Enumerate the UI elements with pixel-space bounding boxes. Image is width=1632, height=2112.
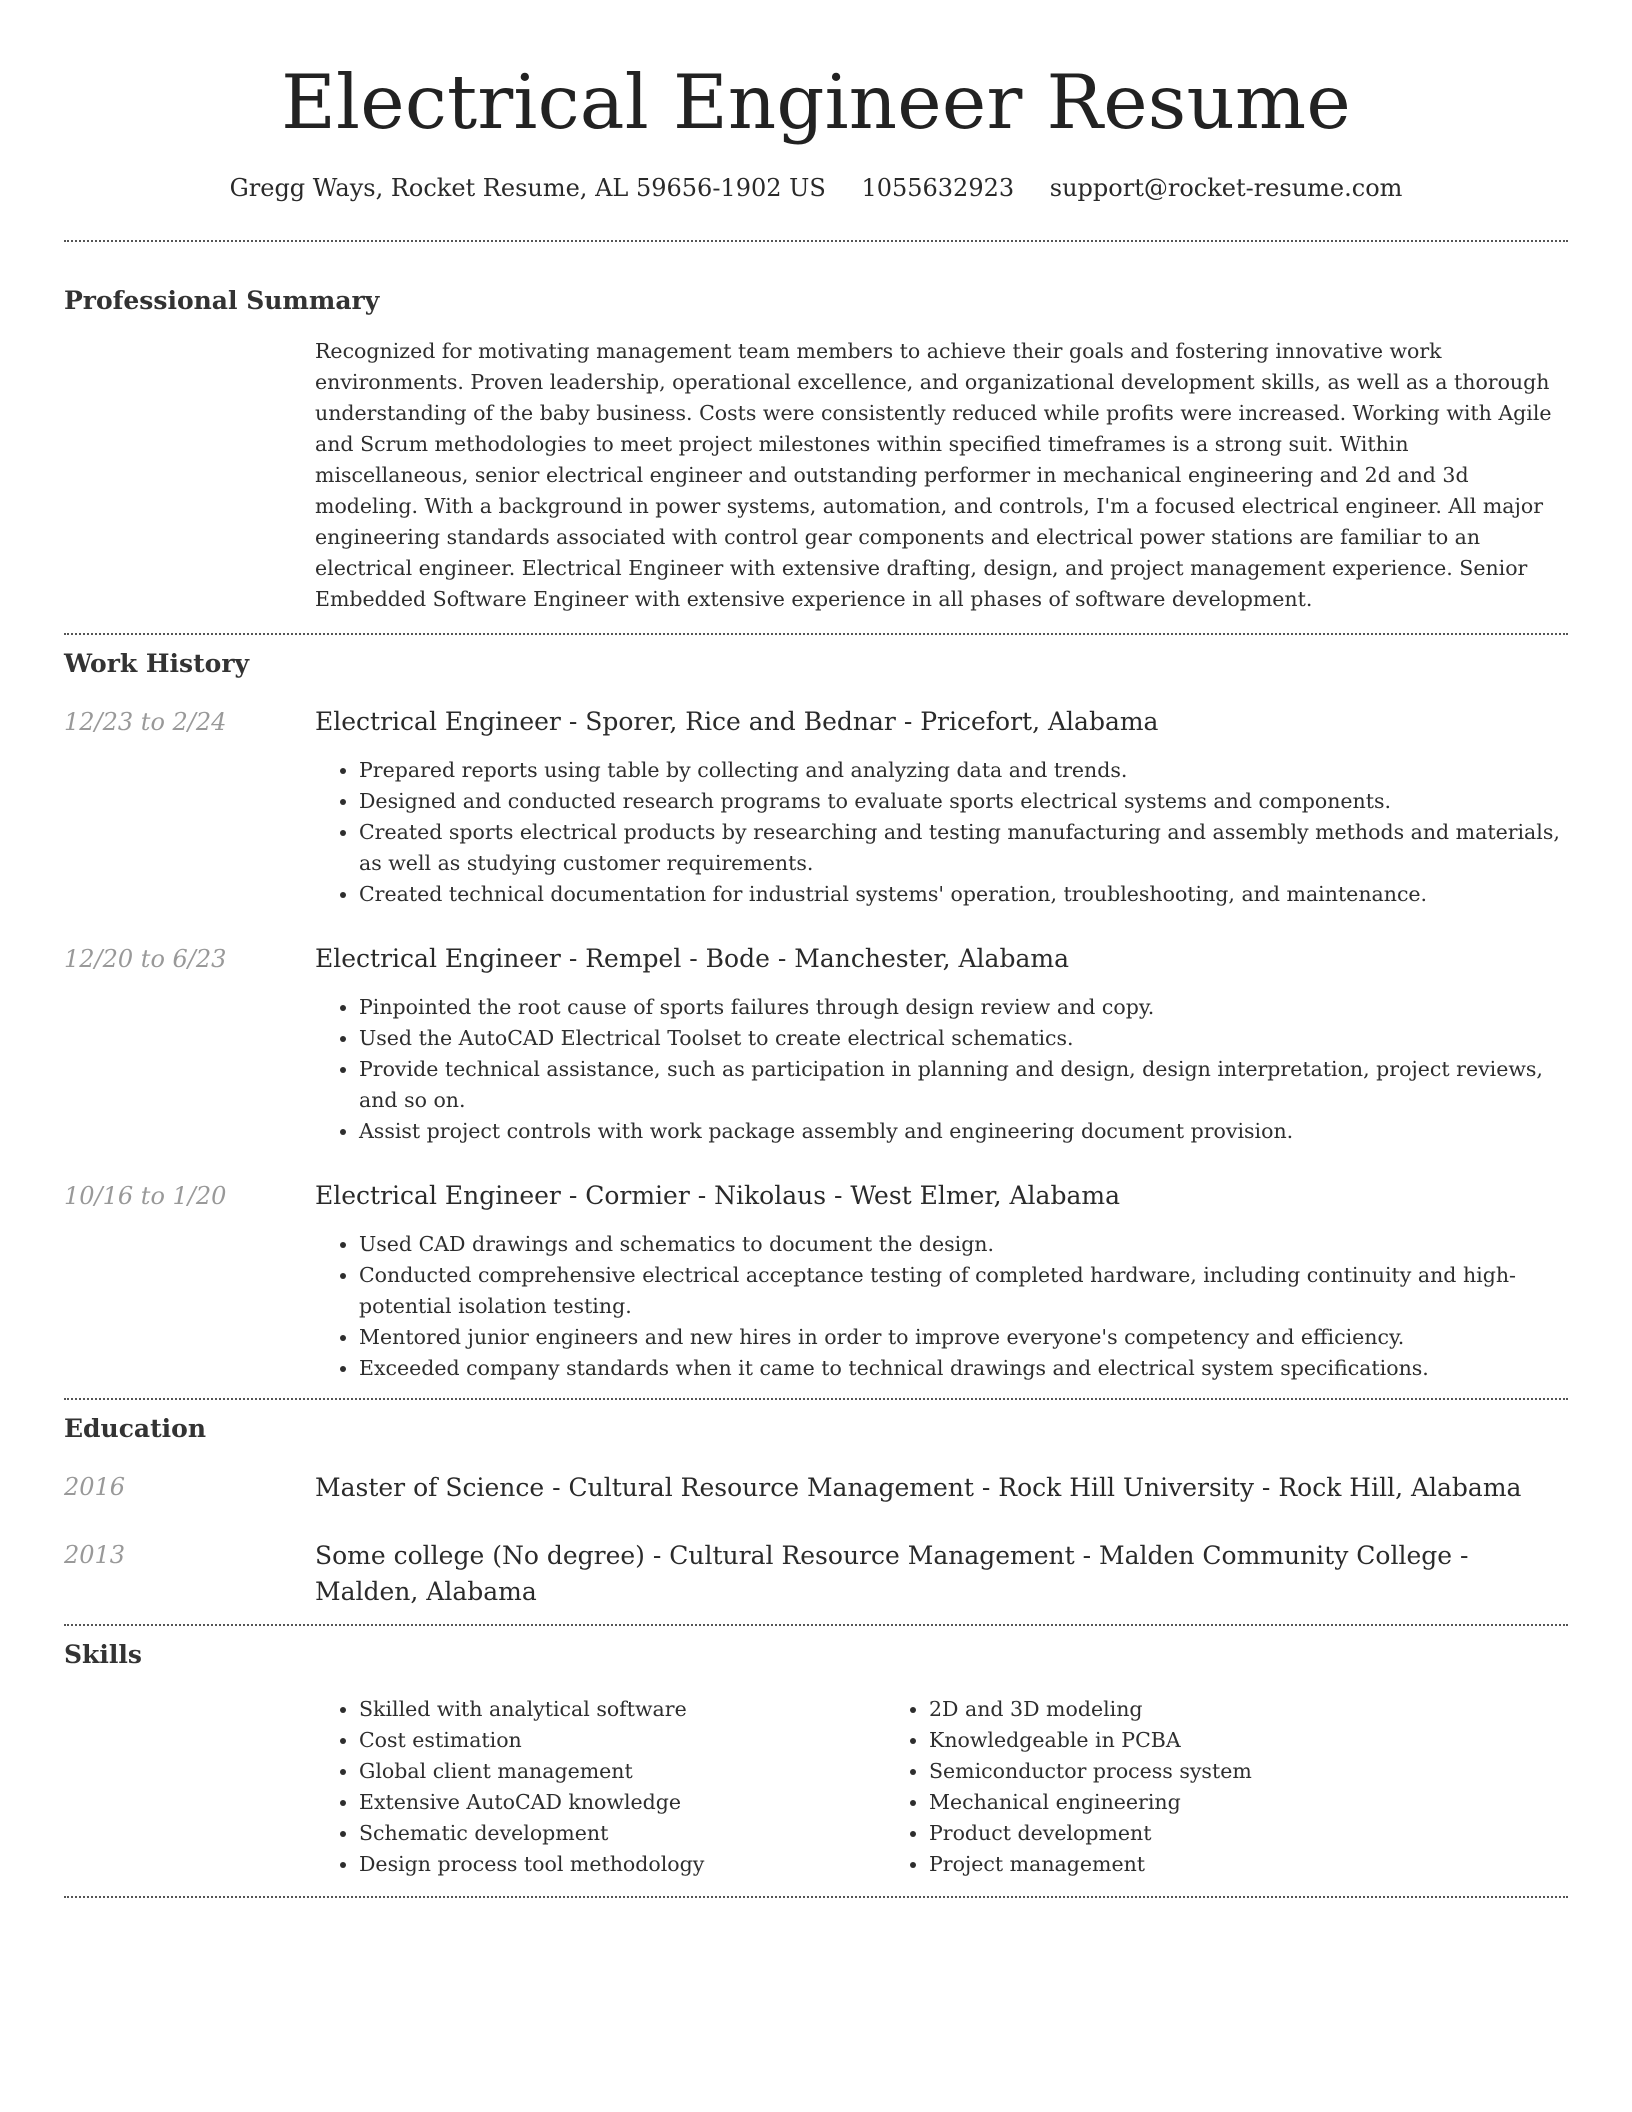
- list-item: • Knowledgeable in PCBA: [929, 1725, 1455, 1756]
- job-dates: 12/23 to 2/24: [64, 708, 227, 736]
- list-item: • Schematic development: [359, 1818, 885, 1849]
- list-item: • Design process tool methodology: [359, 1849, 885, 1880]
- list-item: • Prepared reports using table by collecting and analyzing data and trends.: [359, 755, 1568, 786]
- contact-address: Gregg Ways, Rocket Resume, AL 59656-1902 US: [229, 174, 826, 202]
- education-degree: Master of Science - Cultural Resource Management: [315, 1473, 974, 1502]
- work-heading: Work History: [64, 649, 250, 678]
- job-entry: [64, 1179, 1568, 1384]
- job-dates: 10/16 to 1/20: [64, 1182, 227, 1210]
- list-item: • Extensive AutoCAD knowledge: [359, 1787, 885, 1818]
- list-item: • Project management: [929, 1849, 1455, 1880]
- education-heading: Education: [64, 1414, 207, 1443]
- divider: [64, 1398, 1568, 1400]
- list-item: • Used CAD drawings and schematics to document the design.: [359, 1229, 1568, 1260]
- job-entry: [64, 705, 1568, 910]
- skills-columns: [315, 1694, 1568, 1880]
- job-title: Electrical Engineer - Cormier - Nikolaus - West Elmer, Alabama: [315, 1181, 1120, 1210]
- divider: [64, 1624, 1568, 1626]
- education-year: 2016: [64, 1473, 126, 1501]
- list-item: • Product development: [929, 1818, 1455, 1849]
- job-details: [315, 942, 1568, 1147]
- education-details: [315, 1470, 1568, 1506]
- education-degree: Some college (No degree) - Cultural Resource Management: [315, 1541, 1075, 1570]
- divider: [64, 633, 1568, 635]
- skills-list-right: [885, 1694, 1455, 1880]
- resume-title: Electrical Engineer Resume: [281, 58, 1351, 146]
- list-item: • Used the AutoCAD Electrical Toolset to create electrical schematics.: [359, 1023, 1568, 1054]
- summary-section: [64, 284, 1568, 615]
- summary-text: Recognized for motivating management team members to achieve their goals and fostering innovative work environments. Proven leadership, operational excellence, and organizational development skills, as well as a thorough understanding of the baby business. Costs were consistently reduced while profits were increased. Working with Agile and Scrum methodologies to meet project milestones within specified timeframes is a strong suit. Within miscellaneous, senior electrical engineer and outstanding performer in mechanical engineering and 2d and 3d modeling. With a background in power systems, automation, and controls, I'm a focused electrical engineer. All major engineering standards associated with control gear components and electrical power stations are familiar to an electrical engineer. Electrical Engineer with extensive drafting, design, and project management experience. Senior Embedded Software Engineer with extensive experience in all phases of software development.: [315, 339, 1552, 611]
- list-item: • Skilled with analytical software: [359, 1694, 885, 1725]
- list-item: • Mentored junior engineers and new hires in order to improve everyone's competency and efficiency.: [359, 1322, 1568, 1353]
- list-item: • Semiconductor process system: [929, 1756, 1455, 1787]
- list-item: • Created technical documentation for industrial systems' operation, troubleshooting, and maintenance.: [359, 879, 1568, 910]
- skills-heading: Skills: [64, 1640, 142, 1669]
- job-dates: 12/20 to 6/23: [64, 945, 227, 973]
- job-bullets: [315, 992, 1568, 1147]
- contact-email: support@rocket-resume.com: [1049, 174, 1403, 202]
- list-item: • Provide technical assistance, such as participation in planning and design, design interpretation, project reviews, and so on.: [359, 1054, 1568, 1116]
- list-item: • Conducted comprehensive electrical acceptance testing of completed hardware, including continuity and high-potential isolation testing.: [359, 1260, 1568, 1322]
- divider: [64, 240, 1568, 242]
- education-year: 2013: [64, 1541, 126, 1569]
- education-entry: [64, 1538, 1568, 1610]
- job-details: [315, 1179, 1568, 1384]
- contact-phone: 1055632923: [861, 174, 1015, 202]
- list-item: • 2D and 3D modeling: [929, 1694, 1455, 1725]
- summary-body: [315, 336, 1568, 615]
- job-bullets: [315, 1229, 1568, 1384]
- list-item: • Created sports electrical products by researching and testing manufacturing and assembly methods and materials, as well as studying customer requirements.: [359, 817, 1568, 879]
- summary-heading: Professional Summary: [64, 286, 380, 315]
- education-school: - Malden Community College - Malden, Alabama: [315, 1541, 1469, 1606]
- job-title: Electrical Engineer - Rempel - Bode - Manchester, Alabama: [315, 944, 1069, 973]
- education-details: [315, 1538, 1568, 1610]
- list-item: • Exceeded company standards when it came to technical drawings and electrical system specifications.: [359, 1353, 1568, 1384]
- work-section: [64, 647, 1568, 1384]
- divider: [64, 1896, 1568, 1898]
- list-item: • Mechanical engineering: [929, 1787, 1455, 1818]
- list-item: • Pinpointed the root cause of sports failures through design review and copy.: [359, 992, 1568, 1023]
- list-item: • Designed and conducted research programs to evaluate sports electrical systems and components.: [359, 786, 1568, 817]
- education-entry: [64, 1470, 1568, 1506]
- list-item: • Global client management: [359, 1756, 885, 1787]
- skills-section: [64, 1638, 1568, 1880]
- list-item: • Assist project controls with work package assembly and engineering document provision.: [359, 1116, 1568, 1147]
- list-item: • Cost estimation: [359, 1725, 885, 1756]
- education-school: - Rock Hill University - Rock Hill, Alabama: [973, 1473, 1522, 1502]
- job-entry: [64, 942, 1568, 1147]
- contact-line: [64, 172, 1568, 204]
- skills-list-left: [315, 1694, 885, 1880]
- job-title: Electrical Engineer - Sporer, Rice and Bednar - Pricefort, Alabama: [315, 707, 1159, 736]
- education-section: [64, 1412, 1568, 1610]
- job-bullets: [315, 755, 1568, 910]
- job-details: [315, 705, 1568, 910]
